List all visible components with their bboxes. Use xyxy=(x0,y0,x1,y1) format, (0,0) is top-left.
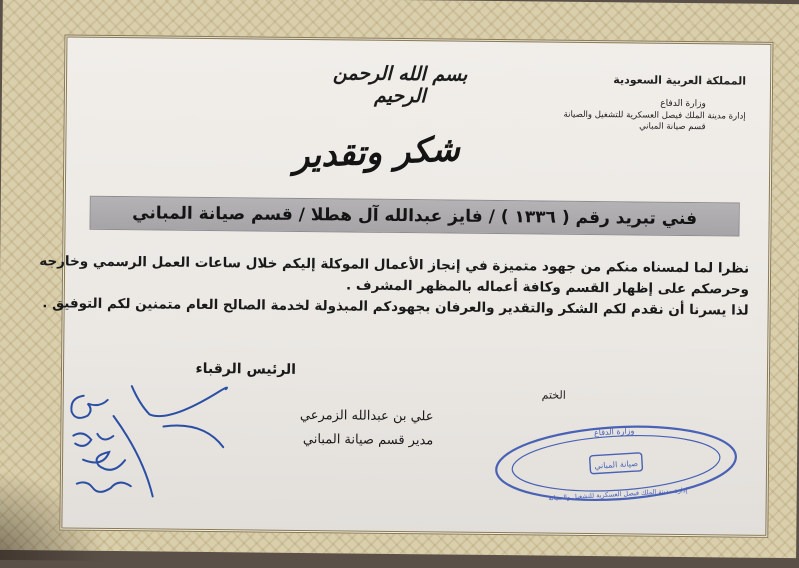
kingdom-name: المملكة العربية السعودية xyxy=(613,73,747,88)
certificate-page xyxy=(39,34,773,537)
signatory-role: مدير قسم صيانة المباني xyxy=(302,431,434,449)
basmala-calligraphy: بسم الله الرحمن الرحيم xyxy=(332,62,468,108)
administration-name: إدارة مدينة الملك فيصل العسكرية للتشغيل والصيانة xyxy=(563,109,746,122)
stamp-center-text: صيانة المباني xyxy=(594,458,639,471)
certificate-body xyxy=(39,252,750,322)
signatory-title: الرئيس الرقباء xyxy=(195,360,297,378)
stamp-top-text: وزارة الدفاع xyxy=(593,426,635,438)
certificate-title: شكر وتقدير xyxy=(292,129,461,177)
handwritten-signature xyxy=(13,355,275,508)
official-stamp xyxy=(487,420,746,507)
stamp-outer-text: إدارة مدينة الملك فيصل العسكرية للتشغيل والصيانة xyxy=(548,486,688,503)
body-line-3: لذا يسرنا أن نقدم لكم الشكر والتقدير والعرفان بجهودكم المبذولة لخدمة الصالح العام متمنين لكم التوفيق . xyxy=(42,295,749,319)
stamp-label: الختم xyxy=(541,388,566,402)
body-line-2: وحرصكم على إظهار القسم وكافة أعماله بالمظهر المشرف . xyxy=(346,277,749,298)
recipient-banner: فني تبريد رقم ( ١٣٣٦ ) / فايز عبدالله آل هطلا / قسم صيانة المباني xyxy=(89,196,739,237)
ministry-name: وزارة الدفاع xyxy=(660,98,706,110)
letterhead xyxy=(546,73,747,133)
body-line-1: نظرا لما لمسناه منكم من جهود متميزة في إنجاز الأعمال الموكلة إليكم خلال ساعات العمل الرسمي وخارجه xyxy=(39,253,750,277)
department-name: قسم صيانة المباني xyxy=(639,121,706,133)
signatory-name: علي بن عبدالله الزمرعي xyxy=(299,407,434,425)
